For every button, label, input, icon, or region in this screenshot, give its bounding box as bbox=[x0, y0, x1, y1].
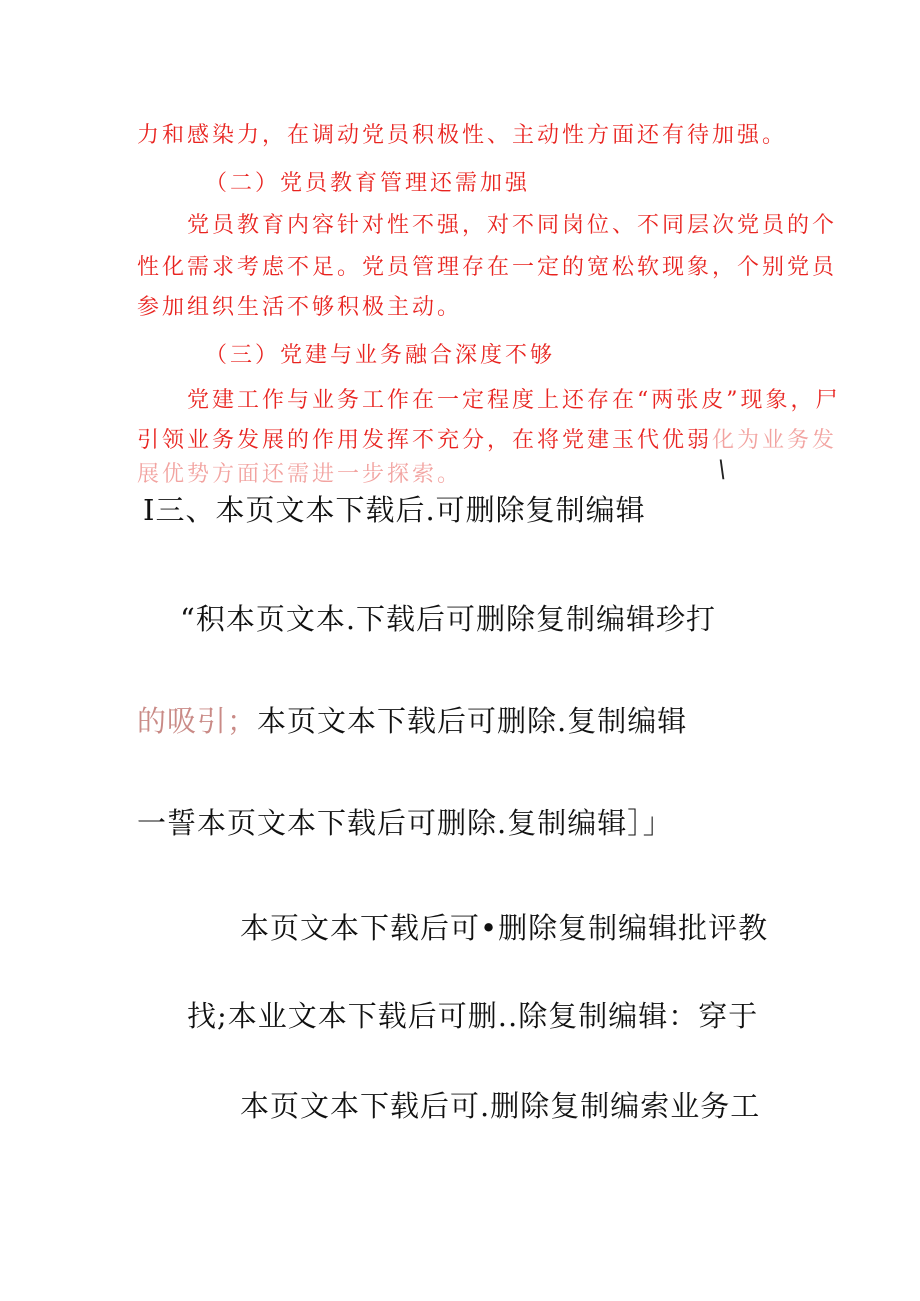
paragraph-3-line-2-faded: 化为业务发 bbox=[712, 428, 838, 453]
paragraph-3-line-3-faded: 展优势方面还需进一步探索。 bbox=[137, 462, 463, 487]
paragraph-2-line-1: 党员教育内容针对性不强，对不同岗位、不同层次党员的个 bbox=[187, 213, 838, 238]
body-line-2 bbox=[137, 699, 687, 740]
body-line-1: “积本页文本.下载后可删除复制编辑珍打 bbox=[180, 602, 717, 636]
body-line-3: 一誓本页文本下载后可删除.复制编辑］」 bbox=[137, 806, 673, 840]
red-line-continuation: 力和感染力，在调动党员积极性、主动性方面还有待加强。 bbox=[137, 123, 788, 148]
stray-backslash-mark: \ bbox=[715, 455, 729, 483]
section-three-heading: I三、本页文本下载后.可删除复制编辑 bbox=[143, 493, 646, 527]
body-line-2-prefix: 的吸引； bbox=[137, 704, 258, 738]
paragraph-3-line-2 bbox=[137, 423, 837, 454]
body-line-6: 本页文本下载后可.删除复制编索业务工 bbox=[240, 1089, 761, 1123]
paragraph-2-line-3: 参加组织生活不够积极主动。 bbox=[137, 295, 463, 320]
paragraph-3-line-2-main: 引领业务发展的作用发挥不充分，在将党建玉代优弱 bbox=[137, 428, 713, 453]
section-heading-3: （三）党建与业务融合深度不够 bbox=[205, 343, 556, 368]
body-line-4: 本页文本下载后可•删除复制编辑批评教 bbox=[240, 911, 769, 945]
paragraph-3-line-1: 党建工作与业务工作在一定程度上还存在“两张皮”现象，尸 bbox=[187, 388, 841, 413]
body-line-2-rest: 本页文本下载后可删除.复制编辑 bbox=[257, 704, 688, 738]
body-line-5: 找;本业文本下载后可删..除复制编辑：穿于 bbox=[187, 999, 759, 1033]
section-heading-2: （二）党员教育管理还需加强 bbox=[205, 171, 531, 196]
paragraph-2-line-2: 性化需求考虑不足。党员管理存在一定的宽松软现象，个别党员 bbox=[137, 255, 838, 280]
